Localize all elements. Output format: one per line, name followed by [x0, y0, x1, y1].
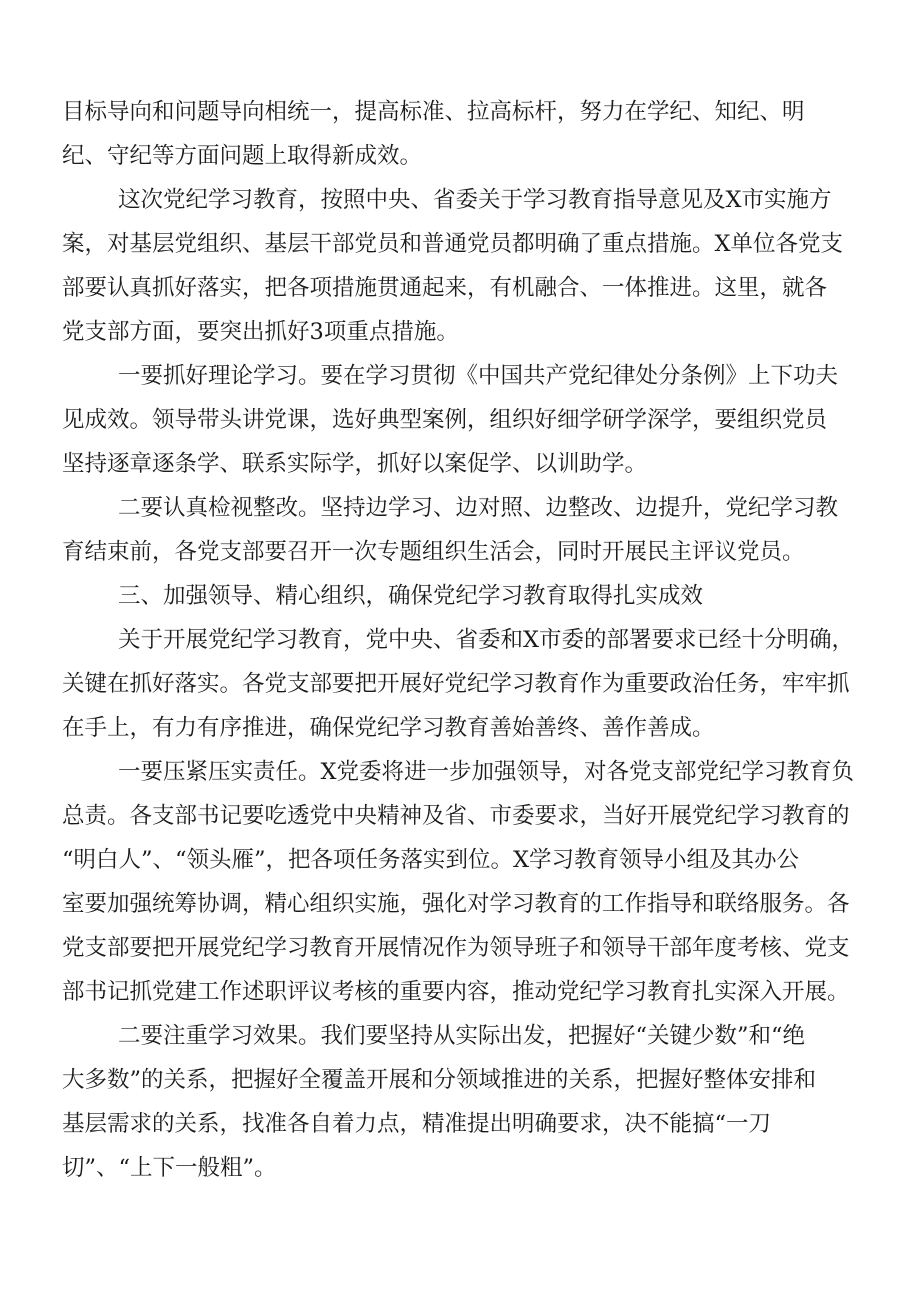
text-line: 坚持逐章逐条学、联系实际学，抓好以案促学、以训助学。 — [62, 451, 648, 477]
text-line: 大多数”的关系，把握好全覆盖开展和分领域推进的关系，把握好整体安排和 — [62, 1067, 817, 1093]
text-line: 育结束前，各党支部要召开一次专题组织生活会，同时开展民主评议党员。 — [62, 539, 805, 565]
text-line: 切”、“上下一般粗”。 — [62, 1155, 277, 1181]
text-line: 党支部方面，要突出抓好3项重点措施。 — [62, 319, 459, 345]
text-line: 目标导向和问题导向相统一，提高标准、拉高标杆，努力在学纪、知纪、明 — [62, 99, 805, 125]
text-line: “明白人”、“领头雁”，把各项任务落实到位。X学习教育领导小组及其办公 — [62, 847, 800, 873]
text-line: 关键在抓好落实。各党支部要把开展好党纪学习教育作为重要政治任务，牢牢抓 — [62, 671, 850, 697]
text-line: 案，对基层党组织、基层干部党员和普通党员都明确了重点措施。X单位各党支 — [62, 231, 844, 257]
text-line: 总责。各支部书记要吃透党中央精神及省、市委要求，当好开展党纪学习教育的 — [62, 803, 850, 829]
text-line: 基层需求的关系，找准各自着力点，精准提出明确要求，决不能搞“一刀 — [62, 1111, 772, 1137]
text-line: 党支部要把开展党纪学习教育开展情况作为领导班子和领导干部年度考核、党支 — [62, 935, 850, 961]
section-heading: 三、加强领导、精心组织，确保党纪学习教育取得扎实成效 — [118, 583, 704, 609]
text-line: 二要注重学习效果。我们要坚持从实际出发，把握好“关键少数”和“绝 — [118, 1023, 806, 1049]
text-line: 室要加强统筹协调，精心组织实施，强化对学习教育的工作指导和联络服务。各 — [62, 891, 850, 917]
text-line: 在手上，有力有序推进，确保党纪学习教育善始善终、善作善成。 — [62, 715, 715, 741]
text-line: 纪、守纪等方面问题上取得新成效。 — [62, 143, 423, 169]
text-line: 部书记抓党建工作述职评议考核的重要内容，推动党纪学习教育扎实深入开展。 — [62, 979, 850, 1005]
text-line: 一要压紧压实责任。X党委将进一步加强领导，对各党支部党纪学习教育负 — [118, 759, 855, 785]
text-line: 关于开展党纪学习教育，党中央、省委和X市委的部署要求已经十分明确， — [118, 627, 855, 653]
text-line: 一要抓好理论学习。要在学习贯彻《中国共产党纪律处分条例》上下功夫 — [118, 363, 839, 389]
text-line: 见成效。领导带头讲党课，选好典型案例，组织好细学研学深学，要组织党员 — [62, 407, 828, 433]
text-line: 部要认真抓好落实，把各项措施贯通起来，有机融合、一体推进。这里，就各 — [62, 275, 828, 301]
text-line: 这次党纪学习教育，按照中央、省委关于学习教育指导意见及X市实施方 — [118, 187, 832, 213]
text-line: 二要认真检视整改。坚持边学习、边对照、边整改、边提升，党纪学习教 — [118, 495, 839, 521]
